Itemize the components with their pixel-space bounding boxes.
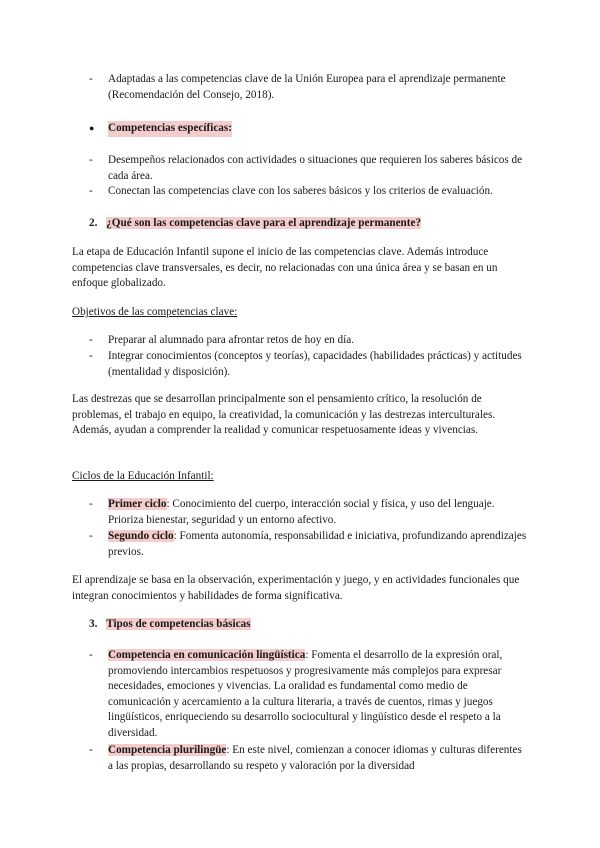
dash-marker: - xyxy=(89,185,93,197)
dash-marker: - xyxy=(89,350,93,362)
competence-text-wrap xyxy=(108,743,528,774)
section-heading-2 xyxy=(89,216,529,232)
competence-text: : En este nivel, comienzan a conocer idiomas y culturas diferentes a las propias, desarrollando su respeto y valoración por la diversidad xyxy=(108,744,522,772)
heading-text: Tipos de competencias básicas xyxy=(106,618,251,630)
competence-label: Competencia en comunicación lingüística xyxy=(108,649,306,661)
section-heading-3 xyxy=(89,617,529,633)
list-item-text: Desempeños relacionados con actividades o situaciones que requieren los saberes básicos de cada área. xyxy=(108,154,523,182)
list-item-text: Adaptadas a las competencias clave de la Unión Europea para el aprendizaje permanente (Recomendación del Consejo, 2018). xyxy=(108,73,506,101)
highlighted-label: Competencias específicas: xyxy=(108,121,232,137)
dash-marker: - xyxy=(89,498,93,510)
dash-marker: - xyxy=(89,73,93,85)
dash-marker: - xyxy=(89,744,93,756)
heading-number: 2. xyxy=(89,217,98,229)
dash-marker: - xyxy=(89,334,93,346)
objectives-title: Objetivos de las competencias clave: xyxy=(72,306,238,318)
cycle-text-wrap xyxy=(108,497,528,528)
dash-marker: - xyxy=(89,154,93,166)
closing-paragraph: El aprendizaje se basa en la observación, experimentación y juego, y en actividades funcionales que integran conocimientos y habilidades de forma significativa. xyxy=(72,574,520,602)
heading-text: ¿Qué son las competencias clave para el aprendizaje permanente? xyxy=(106,217,422,229)
cycles-title: Ciclos de la Educación Infantil: xyxy=(72,470,214,482)
dash-marker: - xyxy=(89,530,93,542)
competence-label: Competencia plurilingüe xyxy=(108,744,227,756)
competence-text-wrap xyxy=(108,648,528,742)
cycle-text: : Conocimiento del cuerpo, interacción social y física, y uso del lenguaje. Prioriza bienestar, seguridad y un entorno afectivo. xyxy=(108,498,495,526)
competence-text: : Fomenta el desarrollo de la expresión oral, promoviendo intercambios respetuosos y progresivamente más complejos para expresar necesidades, emociones y vivencias. La oralidad es fundamental como medio de comunicación y acercamiento a la cultura literaria, a través de cuentos, rimas y juegos lingüísticos, enriqueciendo su desarrollo sociocultural y lingüístico desde el respeto a la diversidad. xyxy=(108,649,503,739)
dash-marker: - xyxy=(89,649,93,661)
list-item-text: Integrar conocimientos (conceptos y teorías), capacidades (habilidades prácticas) y actitudes (mentalidad y disposición). xyxy=(108,350,522,378)
list-item-text: Preparar al alumnado para afrontar retos de hoy en día. xyxy=(108,334,355,346)
skills-paragraph: Las destrezas que se desarrollan principalmente son el pensamiento crítico, la resolución de problemas, el trabajo en equipo, la creatividad, la comunicación y las destrezas interculturales. Además, ayudan a comprender la realidad y comunicar respetuosamente ideas y vivencias. xyxy=(72,393,496,437)
heading-number: 3. xyxy=(89,618,98,630)
cycle-label: Primer ciclo xyxy=(108,498,167,510)
bullet-icon: ● xyxy=(89,123,95,133)
cycle-text: : Fomenta autonomía, responsabilidad e iniciativa, profundizando aprendizajes previos. xyxy=(108,530,527,558)
list-item-text: Conectan las competencias clave con los saberes básicos y los criterios de evaluación. xyxy=(108,185,493,197)
cycle-text-wrap xyxy=(108,529,528,560)
intro-paragraph: La etapa de Educación Infantil supone el inicio de las competencias clave. Además introduce competencias clave transversales, es decir, no relacionadas con una única área y se basan en un enfoque globalizado. xyxy=(72,246,498,290)
cycle-label: Segundo ciclo xyxy=(108,530,174,542)
